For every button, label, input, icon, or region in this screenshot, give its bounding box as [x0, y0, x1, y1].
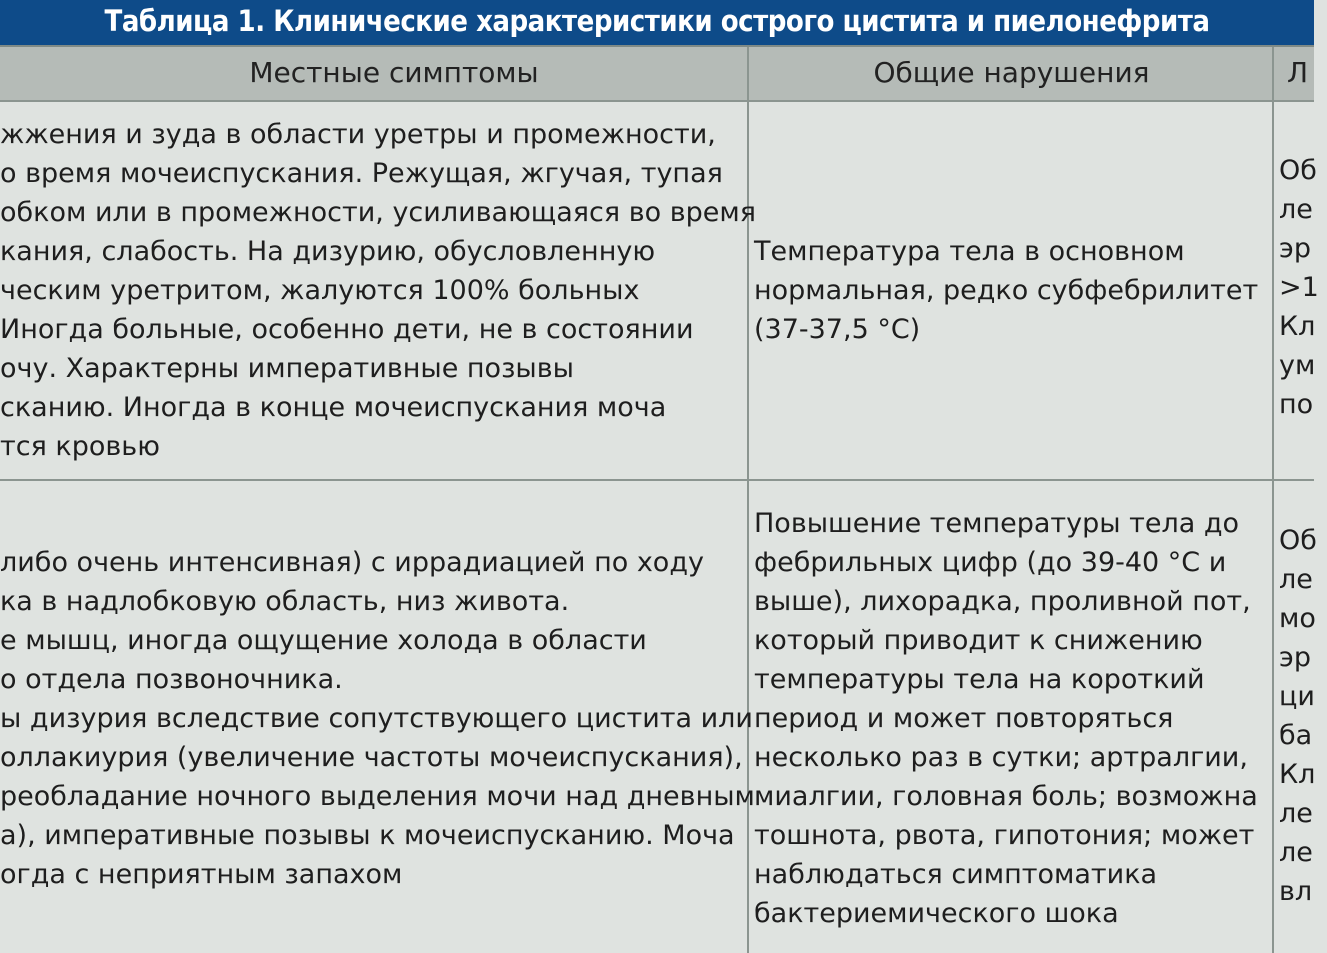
text-line: период и может повторяться [754, 703, 1174, 734]
text-line: обком или в промежности, усиливающаяся во время [0, 197, 756, 228]
row1-general-disorders [754, 232, 1270, 362]
text-line: наблюдаться симптоматика [754, 859, 1158, 890]
text-line: (37-37,5 °С) [754, 314, 921, 345]
text-line: мо [1279, 603, 1316, 634]
text-line: тошнота, рвота, гипотония; может [754, 820, 1255, 851]
row-divider [0, 479, 1314, 481]
text-line: Кл [1279, 311, 1316, 342]
text-line: ба [1279, 720, 1313, 751]
text-line: нормальная, редко субфебрилитет [754, 275, 1259, 306]
text-line: ле [1279, 564, 1313, 595]
text-line: эр [1279, 233, 1311, 264]
text-line: сканию. Иногда в конце мочеиспускания моча [0, 392, 667, 423]
text-line: Иногда больные, особенно дети, не в состоянии [0, 314, 694, 345]
text-line: реобладание ночного выделения мочи над дневным [0, 781, 755, 812]
table-header-row [0, 47, 1314, 102]
text-line: Об [1279, 155, 1317, 186]
text-line: ка в надлобковую область, низ живота. [0, 586, 570, 617]
text-line: ци [1279, 681, 1315, 712]
text-line: фебрильных цифр (до 39-40 °С и [754, 547, 1227, 578]
text-line: е мышц, иногда ощущение холода в области [0, 625, 647, 656]
text-line: тся кровью [0, 431, 160, 462]
text-line: кания, слабость. На дизурию, обусловленную [0, 236, 656, 267]
row1-local-symptoms [0, 115, 756, 475]
text-line: ле [1279, 798, 1313, 829]
header-general-disorders: Общие нарушения [873, 56, 1150, 89]
text-line: Повышение температуры тела до [754, 508, 1240, 539]
text-line: оллакиурия (увеличение частоты мочеиспускания), [0, 742, 743, 773]
text-line: несколько раз в сутки; артралгии, [754, 742, 1248, 773]
text-line: ле [1279, 194, 1313, 225]
text-line: а), императивные позывы к мочеиспусканию. Моча [0, 820, 735, 851]
text-line: ум [1279, 350, 1316, 381]
text-line: ле [1279, 837, 1313, 868]
text-line: о время мочеиспускания. Режущая, жгучая, тупая [0, 158, 723, 189]
column-divider [1272, 47, 1274, 953]
text-line: либо очень интенсивная) с иррадиацией по ходу [0, 547, 704, 578]
row2-lab [1279, 521, 1317, 921]
row2-local-symptoms [0, 543, 755, 903]
column-divider [747, 47, 749, 953]
text-line: выше), лихорадка, проливной пот, [754, 586, 1251, 617]
text-line: бактериемического шока [754, 898, 1119, 929]
table-title: Таблица 1. Клинические характеристики острого цистита и пиелонефрита [0, 0, 1314, 45]
text-line: ы дизурия вследствие сопутствующего цистита или [0, 703, 753, 734]
text-line: по [1279, 389, 1314, 420]
text-line: Об [1279, 525, 1317, 556]
text-line: о отдела позвоночника. [0, 664, 343, 695]
header-local-symptoms: Местные симптомы [249, 56, 539, 89]
text-line: вл [1279, 876, 1313, 907]
row2-general-disorders [754, 504, 1270, 944]
header-lab: Л [1287, 56, 1309, 89]
text-line: >1 [1279, 272, 1319, 303]
text-line: Температура тела в основном [754, 236, 1185, 267]
text-line: Кл [1279, 759, 1316, 790]
text-line: температуры тела на короткий [754, 664, 1205, 695]
row1-lab [1279, 151, 1319, 441]
text-line: миалгии, головная боль; возможна [754, 781, 1258, 812]
text-line: эр [1279, 642, 1311, 673]
text-line: ческим уретритом, жалуются 100% больных [0, 275, 640, 306]
text-line: жжения и зуда в области уретры и промежности, [0, 119, 716, 150]
text-line: который приводит к снижению [754, 625, 1203, 656]
text-line: огда с неприятным запахом [0, 859, 403, 890]
text-line: очу. Характерны императивные позывы [0, 353, 574, 384]
